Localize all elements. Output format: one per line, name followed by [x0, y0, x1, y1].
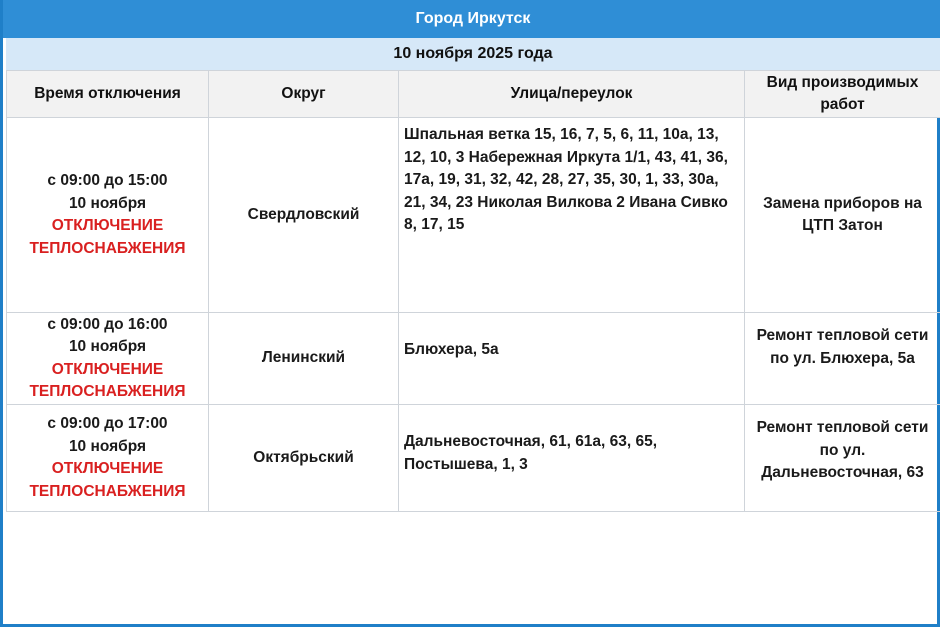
- status-label: ОТКЛЮЧЕНИЕ ТЕПЛОСНАБЖЕНИЯ: [29, 360, 186, 400]
- date-title: 10 ноября 2025 года: [6, 38, 940, 71]
- work-cell: Ремонт тепловой сети по ул. Дальневосточная, 63: [745, 405, 940, 512]
- status-label: ОТКЛЮЧЕНИЕ ТЕПЛОСНАБЖЕНИЯ: [29, 460, 186, 500]
- column-header-work: Вид производимых работ: [745, 71, 940, 118]
- table-header-row: [7, 71, 940, 118]
- district-cell: Октябрьский: [209, 405, 399, 512]
- table-row: [7, 118, 940, 313]
- table-row: [7, 405, 940, 512]
- district-cell: Ленинский: [209, 313, 399, 405]
- outage-table: [6, 70, 940, 512]
- status-label: ОТКЛЮЧЕНИЕ ТЕПЛОСНАБЖЕНИЯ: [29, 217, 186, 257]
- time-range: с 09:00 до 17:00: [47, 415, 168, 432]
- time-range: с 09:00 до 16:00: [47, 315, 168, 333]
- date-label: 10 ноября: [68, 437, 147, 455]
- column-header-street: Улица/переулок: [399, 71, 745, 118]
- work-cell: Ремонт тепловой сети по ул. Блюхера, 5а: [745, 313, 940, 405]
- work-cell: Замена приборов на ЦТП Затон: [745, 118, 940, 313]
- column-header-district: Округ: [209, 71, 399, 118]
- column-header-time: Время отключения: [7, 71, 209, 118]
- city-title: Город Иркутск: [3, 0, 940, 38]
- streets-cell: Дальневосточная, 61, 61а, 63, 65, Постышева, 1, 3: [399, 405, 745, 512]
- time-range: с 09:00 до 15:00: [47, 172, 168, 189]
- time-cell: [7, 118, 209, 313]
- date-label: 10 ноября: [68, 338, 147, 355]
- time-cell: [7, 405, 209, 512]
- streets-cell: Шпальная ветка 15, 16, 7, 5, 6, 11, 10а, 13, 12, 10, 3 Набережная Иркута 1/1, 43, 41, 36, 17а, 19, 31, 32, 42, 28, 27, 35, 30, 1, 33, 30а, 21, 34, 23 Николая Вилкова 2 Ивана Сивко 8, 17, 15: [399, 118, 745, 313]
- streets-cell: Блюхера, 5а: [399, 313, 745, 405]
- date-label: 10 ноября: [68, 194, 147, 212]
- table-row: [7, 313, 940, 405]
- district-cell: Свердловский: [209, 118, 399, 313]
- time-cell: [7, 313, 209, 405]
